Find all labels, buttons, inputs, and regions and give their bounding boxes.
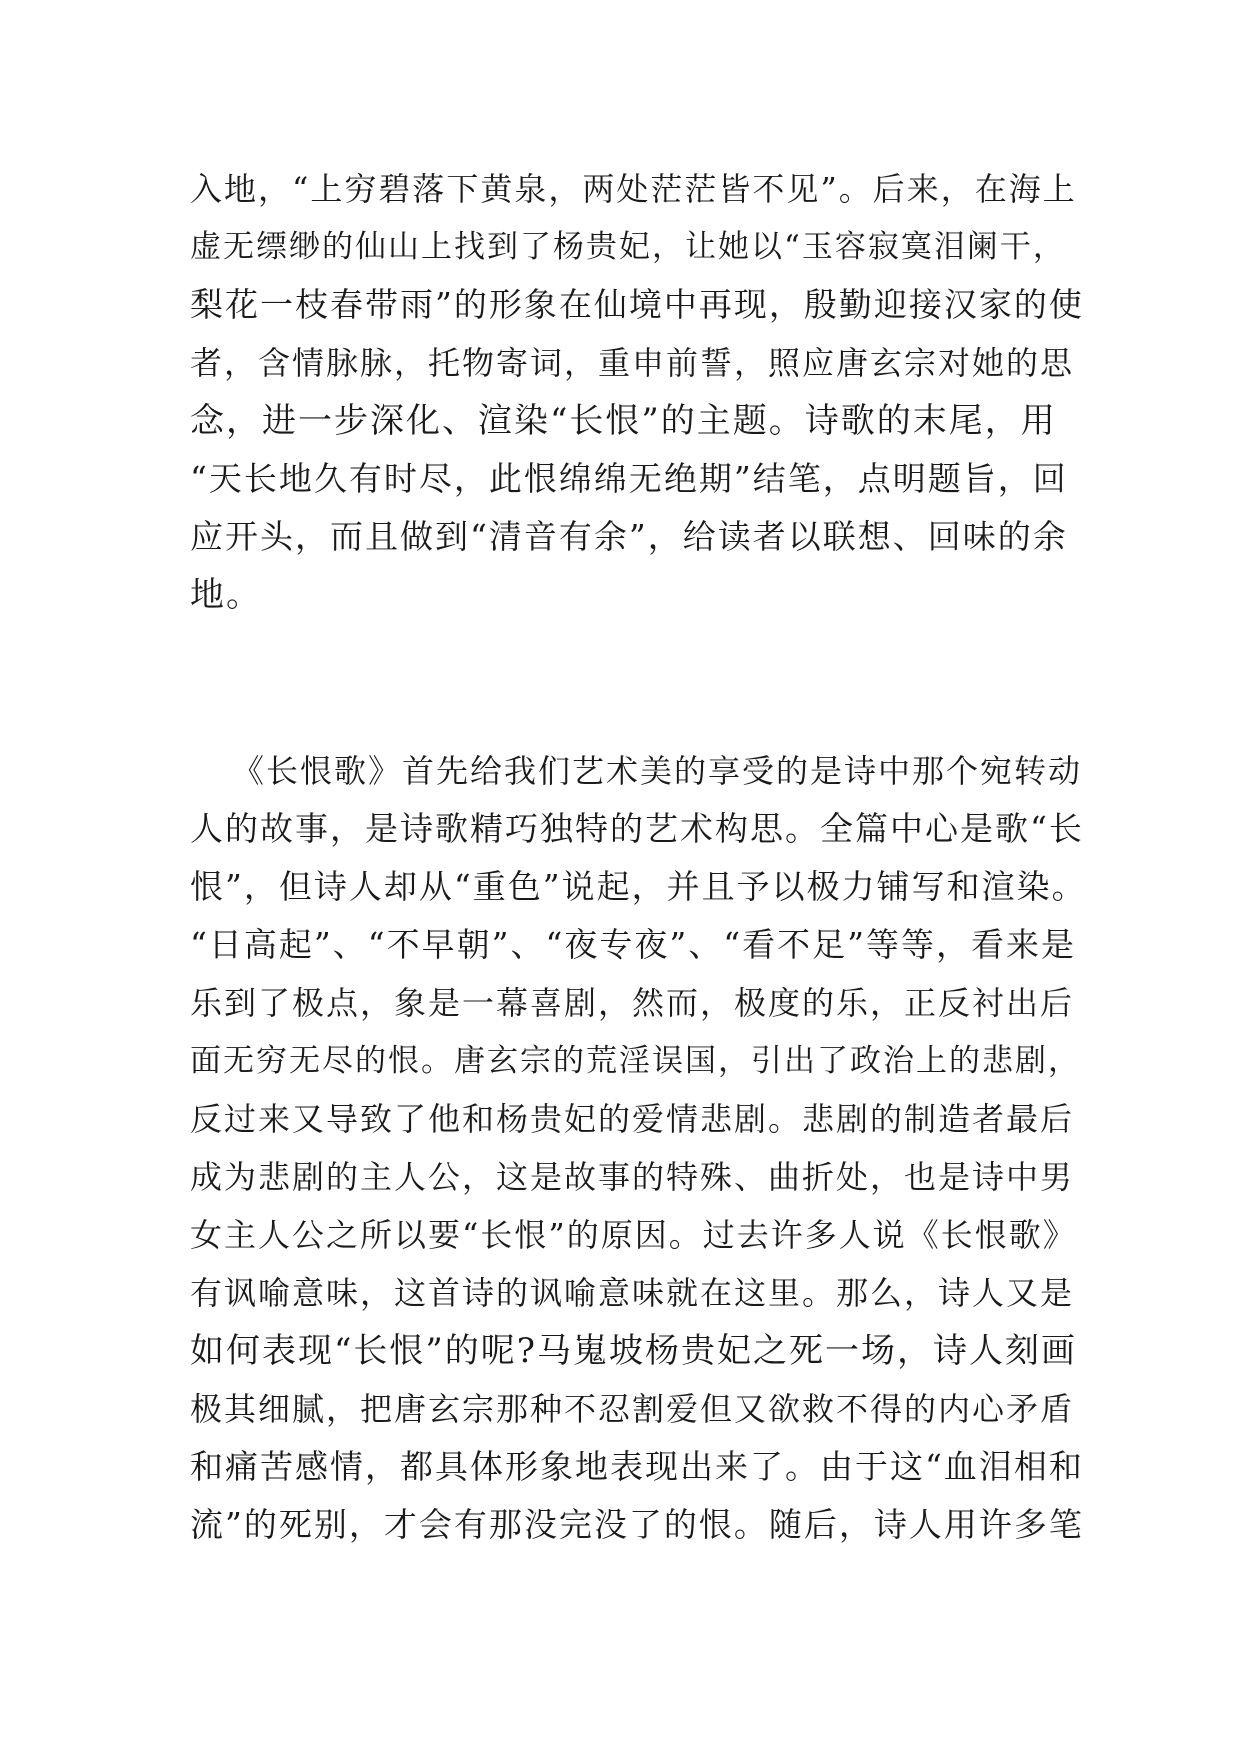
text-line: 面无穷无尽的恨。唐玄宗的荒淫误国，引出了政治上的悲剧， — [190, 1043, 1081, 1079]
text-line: 虚无缥缈的仙山上找到了杨贵妃，让她以“玉容寂寞泪阑干， — [190, 229, 1066, 265]
text-line: 应开头，而且做到“清音有余”，给读者以联想、回味的余 — [190, 517, 1068, 556]
text-line: 和痛苦感情，都具体形象地表现出来了。由于这“血泪相和 — [190, 1447, 1084, 1486]
text-line: 入地，“上穷碧落下黄泉，两处茫茫皆不见”。后来，在海上 — [190, 170, 1077, 208]
paragraph-2 — [190, 742, 1090, 1554]
text-line: 有讽喻意味，这首诗的讽喻意味就在这里。那么，诗人又是 — [190, 1274, 1075, 1312]
text-line: “日高起”、“不早朝”、“夜专夜”、“看不足”等等，看来是 — [190, 925, 1076, 964]
text-line: 地。 — [190, 575, 262, 615]
text-line: 《长恨歌》首先给我们艺术美的享受的是诗中那个宛转动 — [232, 752, 1083, 790]
text-line: 人的故事，是诗歌精巧独特的艺术构思。全篇中心是歌“长 — [190, 809, 1084, 848]
text-line: 极其细腻，把唐玄宗那种不忍割爱但又欲救不得的内心矛盾 — [190, 1390, 1075, 1428]
text-line: 女主人公之所以要“长恨”的原因。过去许多人说《长恨歌》 — [190, 1216, 1077, 1254]
text-line: 恨”，但诗人却从“重色”说起，并且予以极力铺写和渲染。 — [190, 867, 1087, 906]
text-line: 乐到了极点，象是一幕喜剧，然而，极度的乐，正反衬出后 — [190, 984, 1075, 1022]
text-line: “天长地久有时尽，此恨绵绵无绝期”结笔，点明题旨，回 — [190, 459, 1068, 498]
paragraph-1 — [190, 160, 1090, 624]
text-line: 流”的死别，才会有那没完没了的恨。随后，诗人用许多笔 — [190, 1505, 1084, 1544]
text-line: 反过来又导致了他和杨贵妃的爱情悲剧。悲剧的制造者最后 — [190, 1100, 1075, 1138]
text-line: 梨花一枝春带雨”的形象在仙境中再现，殷勤迎接汉家的使 — [190, 285, 1084, 324]
text-line: 念，进一步深化、渲染“长恨”的主题。诗歌的末尾，用 — [190, 401, 1057, 441]
text-line: 如何表现“长恨”的呢?马嵬坡杨贵妃之死一场，诗人刻画 — [190, 1331, 1077, 1371]
text-line: 者，含情脉脉，托物寄词，重申前誓，照应唐玄宗对她的思 — [190, 344, 1075, 382]
text-line: 成为悲剧的主人公，这是故事的特殊、曲折处，也是诗中男 — [190, 1158, 1075, 1196]
